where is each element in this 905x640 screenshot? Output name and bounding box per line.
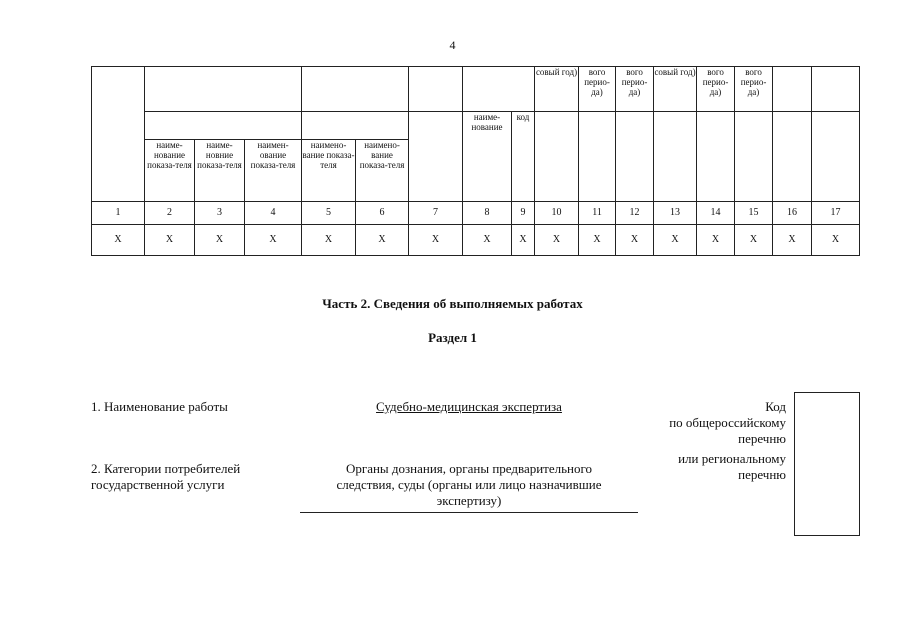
work-name-value: Судебно-медицинская экспертиза <box>376 399 562 414</box>
x-cell: Х <box>812 225 860 256</box>
column-number: 8 <box>463 202 512 225</box>
header-cell <box>409 112 463 202</box>
header-cell: вого перио-да) <box>579 67 616 112</box>
indicator-name-header: наиме-новние показа-теля <box>195 140 245 202</box>
indicator-name-header: наимено-вание показа-теля <box>302 140 356 202</box>
column-number: 14 <box>697 202 735 225</box>
x-cell: Х <box>579 225 616 256</box>
code-label-line1: Код <box>765 399 786 414</box>
x-row <box>92 225 860 256</box>
x-cell: Х <box>463 225 512 256</box>
header-cell <box>579 112 616 202</box>
column-number: 3 <box>195 202 245 225</box>
x-cell: Х <box>409 225 463 256</box>
header-cell <box>302 67 409 112</box>
column-number: 9 <box>512 202 535 225</box>
header-cell <box>616 112 654 202</box>
x-cell: Х <box>697 225 735 256</box>
x-cell: Х <box>195 225 245 256</box>
x-cell: Х <box>145 225 195 256</box>
consumers-value-line2: следствия, суды (органы или лицо назначившие <box>336 477 602 492</box>
consumers-value-line1: Органы дознания, органы предварительного <box>345 461 593 476</box>
page-number: 4 <box>449 38 456 52</box>
consumers-label-line2: государственной услуги <box>91 477 225 492</box>
header-cell: вого перио-да) <box>616 67 654 112</box>
header-cell <box>92 67 145 202</box>
header-cell <box>654 112 697 202</box>
header-cell <box>735 112 773 202</box>
column-number: 5 <box>302 202 356 225</box>
column-number: 10 <box>535 202 579 225</box>
indicator-name-header: наимен-ование показа-теля <box>245 140 302 202</box>
code-box[interactable] <box>794 392 860 536</box>
column-number: 12 <box>616 202 654 225</box>
header-cell: совый год) <box>535 67 579 112</box>
column-number: 13 <box>654 202 697 225</box>
x-cell: Х <box>735 225 773 256</box>
code-label-line2: по общероссийскому <box>669 415 786 430</box>
header-cell <box>773 67 812 112</box>
header-cell <box>812 67 860 112</box>
header-cell <box>409 67 463 112</box>
code-label-line4: или региональному <box>678 451 786 466</box>
column-number: 16 <box>773 202 812 225</box>
indicators-table <box>91 66 860 256</box>
header-cell <box>145 67 302 112</box>
header-cell <box>463 67 535 112</box>
column-number: 7 <box>409 202 463 225</box>
section-title: Раздел 1 <box>428 330 477 345</box>
header-cell: вого перио-да) <box>697 67 735 112</box>
header-cell: наиме-нование <box>463 112 512 202</box>
x-cell: Х <box>654 225 697 256</box>
header-cell <box>302 112 409 140</box>
column-number: 11 <box>579 202 616 225</box>
indicator-name-header: наимено-вание показа-теля <box>356 140 409 202</box>
header-cell: совый год) <box>654 67 697 112</box>
x-cell: Х <box>302 225 356 256</box>
x-cell: Х <box>616 225 654 256</box>
header-cell <box>812 112 860 202</box>
column-number-row <box>92 202 860 225</box>
x-cell: Х <box>356 225 409 256</box>
header-row-2 <box>92 112 860 140</box>
header-cell <box>535 112 579 202</box>
header-cell <box>697 112 735 202</box>
consumers-value-line3: экспертизу) <box>436 493 502 508</box>
header-row-1 <box>92 67 860 112</box>
header-cell <box>145 112 302 140</box>
column-number: 1 <box>92 202 145 225</box>
consumers-underline <box>300 512 638 513</box>
column-number: 17 <box>812 202 860 225</box>
header-cell: вого перио-да) <box>735 67 773 112</box>
header-cell <box>773 112 812 202</box>
code-label-line5: перечню <box>738 467 786 482</box>
x-cell: Х <box>512 225 535 256</box>
column-number: 4 <box>245 202 302 225</box>
column-number: 6 <box>356 202 409 225</box>
consumers-label-line1: 2. Категории потребителей <box>91 461 241 476</box>
code-label-line3: перечню <box>738 431 786 446</box>
work-name-label: 1. Наименование работы <box>91 399 228 414</box>
column-number: 15 <box>735 202 773 225</box>
indicator-name-header: наиме-нование показа-теля <box>145 140 195 202</box>
x-cell: Х <box>245 225 302 256</box>
x-cell: Х <box>773 225 812 256</box>
part-title: Часть 2. Сведения об выполняемых работах <box>322 296 583 311</box>
column-number: 2 <box>145 202 195 225</box>
header-cell: код <box>512 112 535 202</box>
x-cell: Х <box>535 225 579 256</box>
x-cell: Х <box>92 225 145 256</box>
